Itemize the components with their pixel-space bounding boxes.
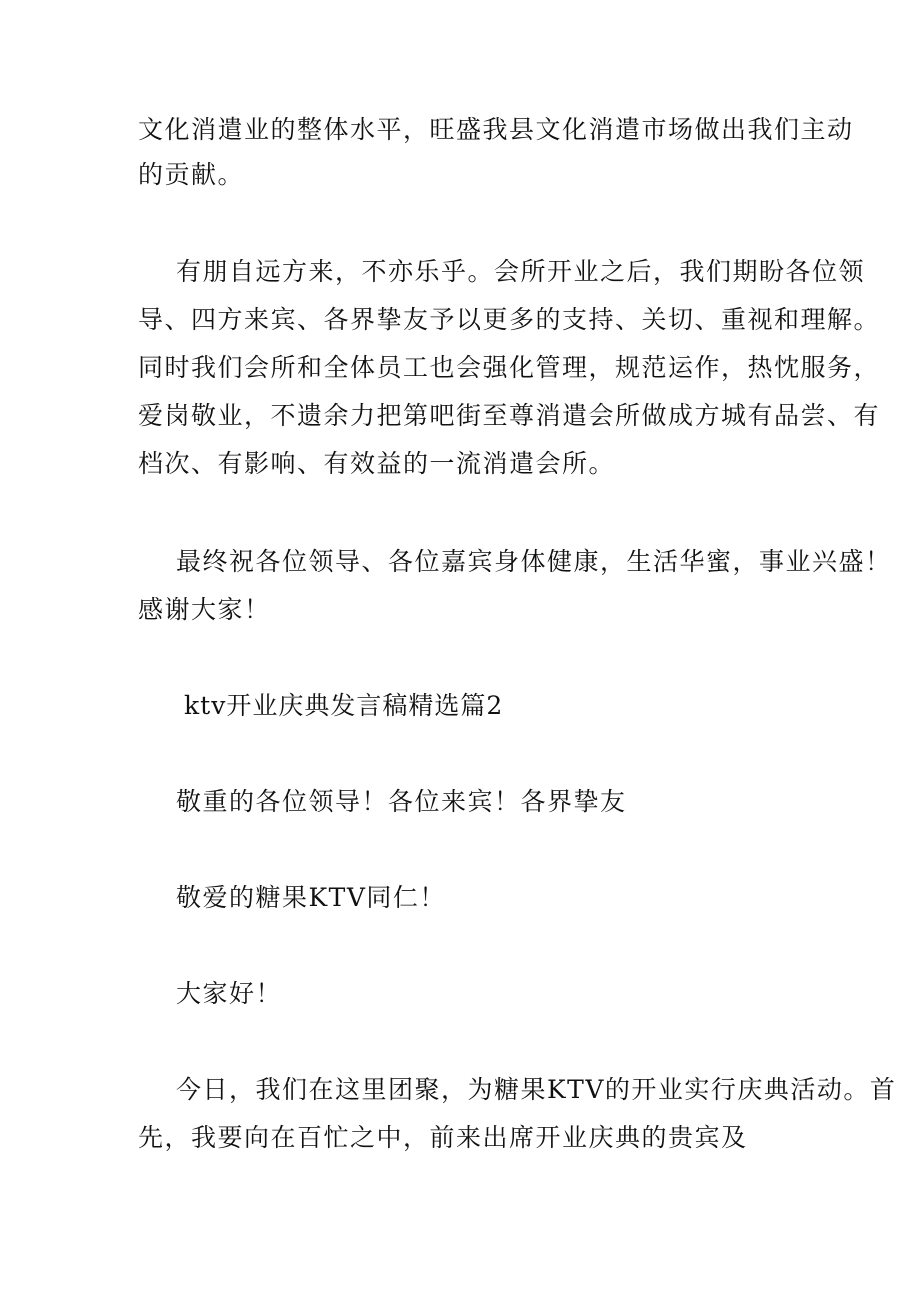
- paragraph-2-line-5: 档次、有影响、有效益的一流消遣会所。: [138, 449, 616, 478]
- paragraph-1-line-1: 文化消遣业的整体水平，旺盛我县文化消遣市场做出我们主动: [138, 115, 854, 144]
- paragraph-2-line-4: 爱岗敬业，不遗余力把第吧街至尊消遣会所做成方城有品尝、有: [138, 401, 881, 430]
- greeting-everyone: 大家好！: [176, 979, 283, 1008]
- paragraph-3-line-2: 感谢大家！: [138, 595, 271, 624]
- paragraph-3-line-1: 最终祝各位领导、各位嘉宾身体健康，生活华蜜，事业兴盛！: [176, 547, 892, 576]
- greeting-colleagues: 敬爱的糖果KTV同仁！: [176, 883, 446, 912]
- paragraph-4-line-2: 先，我要向在百忙之中，前来出席开业庆典的贵宾及: [138, 1123, 748, 1152]
- paragraph-2-line-3: 同时我们会所和全体员工也会强化管理，规范运作，热忱服务，: [138, 353, 881, 382]
- paragraph-1-line-2: 的贡献。: [138, 160, 245, 189]
- paragraph-4-line-1: 今日，我们在这里团聚，为糖果KTV的开业实行庆典活动。首: [176, 1075, 897, 1104]
- paragraph-2-line-1: 有朋自远方来，不亦乐乎。会所开业之后，我们期盼各位领: [176, 257, 866, 286]
- section-heading: ktv开业庆典发言稿精选篇2: [184, 691, 504, 720]
- greeting-leaders: 敬重的各位领导！各位来宾！各界挚友: [176, 787, 627, 816]
- paragraph-2-line-2: 导、四方来宾、各界挚友予以更多的支持、关切、重视和理解。: [138, 305, 881, 334]
